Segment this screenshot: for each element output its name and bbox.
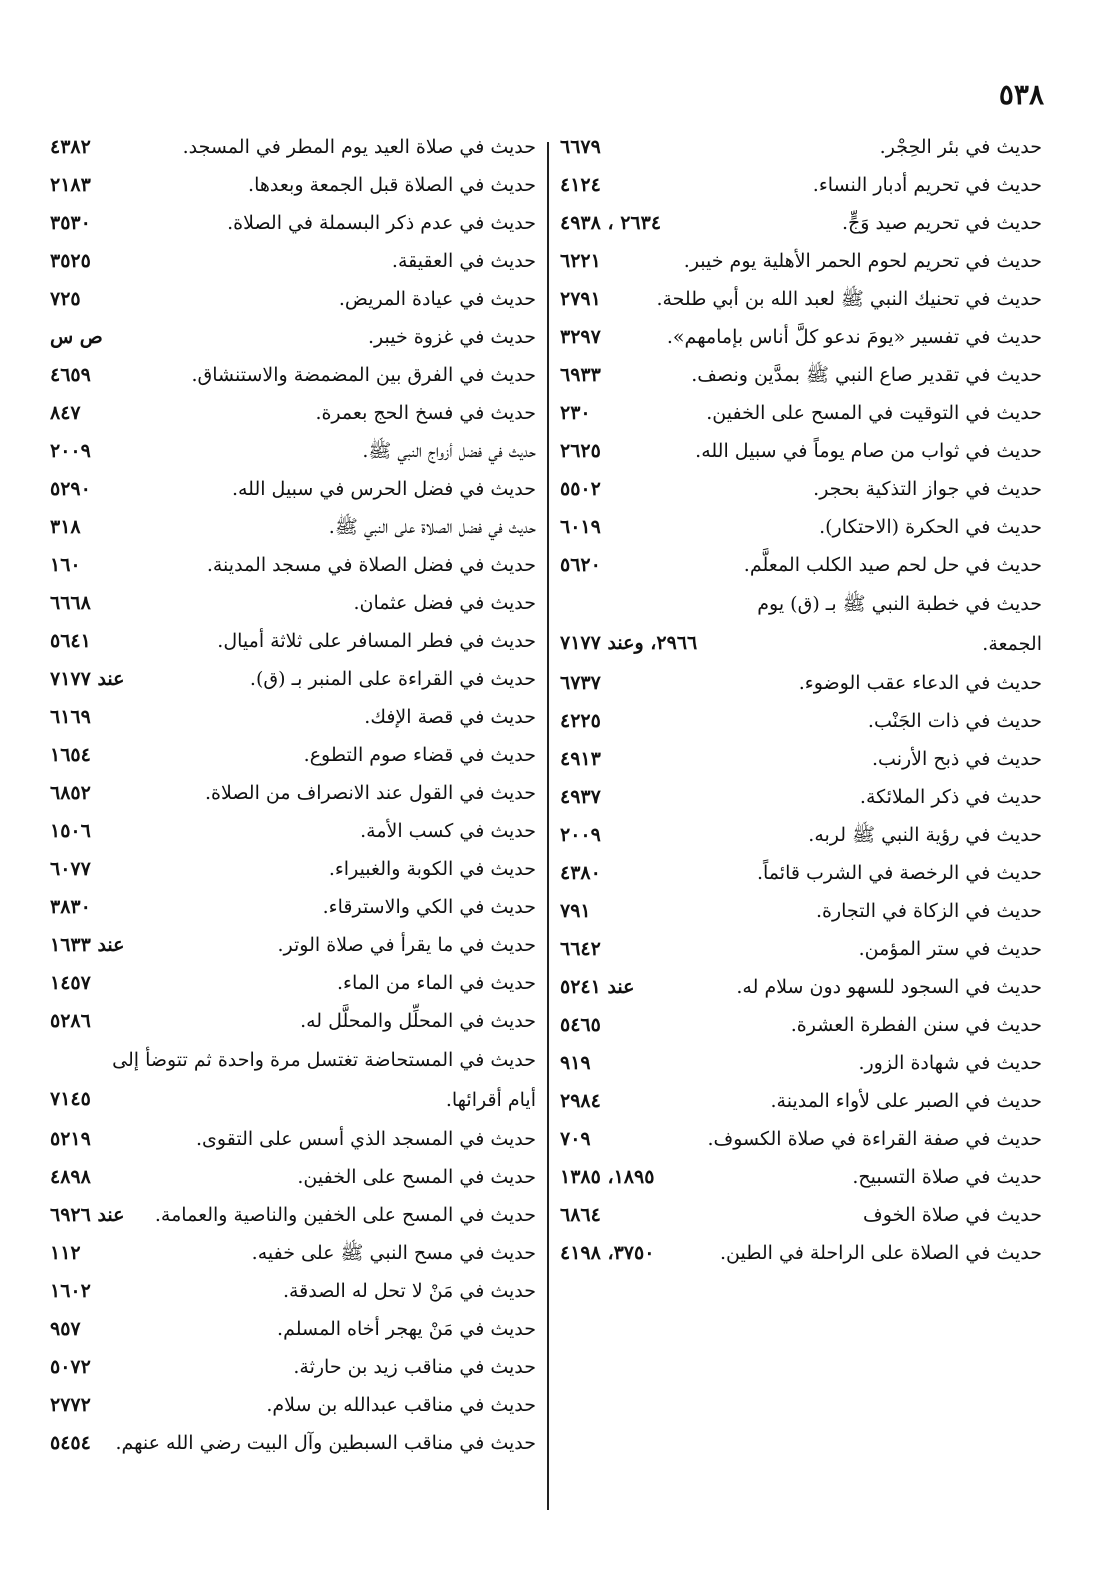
entry-text: حديث في سنن الفطرة العشرة.: [790, 1014, 1042, 1036]
index-entry: [50, 622, 536, 660]
entry-reference: ٧٩١: [560, 900, 591, 922]
index-entry: [560, 204, 1042, 242]
entry-reference: عند ٦٩٢٦: [50, 1204, 125, 1226]
entry-text: حديث في السجود للسهو دون سلام له.: [736, 976, 1042, 998]
index-entry: [560, 702, 1042, 740]
entry-reference: ٦٦٧٩: [560, 136, 601, 158]
entry-text: حديث في الصبر على لأواء المدينة.: [770, 1090, 1042, 1112]
entry-reference: ٣٥٣٠: [50, 212, 91, 234]
index-entry: [560, 816, 1042, 854]
index-column-right: [560, 128, 1042, 1272]
entry-reference: ٥٢١٩: [50, 1128, 91, 1150]
entry-text: حديث في ذبح الأرنب.: [872, 748, 1042, 770]
entry-text: حديث في مناقب عبدالله بن سلام.: [266, 1394, 536, 1416]
entry-text: حديث في غزوة خيبر.: [368, 326, 536, 348]
entry-reference: ٦٨٥٢: [50, 782, 91, 804]
entry-reference: ٤٨٩٨: [50, 1166, 91, 1188]
index-entry: [50, 850, 536, 888]
index-entry: [50, 128, 536, 166]
entry-text: حديث في عدم ذكر البسملة في الصلاة.: [227, 212, 536, 234]
index-entry: [560, 968, 1042, 1006]
index-entry: [50, 1196, 536, 1234]
entry-reference: عند ١٦٣٣: [50, 934, 125, 956]
entry-reference: ٥٦٢٠: [560, 554, 601, 576]
entry-text: حديث في المحلِّل والمحلَّل له.: [300, 1010, 536, 1032]
entry-reference: ٧١٤٥: [50, 1088, 91, 1110]
entry-text: حديث في مسح النبي ﷺ على خفيه.: [251, 1242, 536, 1264]
entry-reference: ٧٠٩: [560, 1128, 591, 1150]
entry-reference: ٤٦٥٩: [50, 364, 91, 386]
entry-text: حديث في العقيقة.: [391, 250, 536, 272]
entry-text: حديث في ذكر الملائكة.: [859, 786, 1042, 808]
index-entry: [50, 888, 536, 926]
entry-reference: ٤١٢٤: [560, 174, 601, 196]
entry-text: حديث في القراءة على المنبر بـ (ق).: [249, 668, 536, 690]
entry-text: حديث في فسخ الحج بعمرة.: [315, 402, 536, 424]
index-entry: [560, 128, 1042, 166]
entry-reference: ٢٩٨٤: [560, 1090, 601, 1112]
entry-reference: ٢١٨٣: [50, 174, 91, 196]
entry-reference: ٢٠٠٩: [50, 440, 91, 462]
entry-text: حديث في قصة الإفك.: [364, 706, 536, 728]
entry-text: حديث في مَنْ يهجر أخاه المسلم.: [277, 1318, 536, 1340]
entry-reference: ٢٣٠: [560, 402, 591, 424]
index-entry: [560, 166, 1042, 204]
index-entry: [560, 470, 1042, 508]
entry-text: حديث في المسح على الخفين والناصية والعمامة.: [154, 1204, 536, 1226]
entry-reference: ٥٢٨٦: [50, 1010, 91, 1032]
index-entry: [50, 584, 536, 622]
entry-text: حديث في فضل أزواج النبي ﷺ.: [362, 440, 536, 462]
entry-reference: ٣٢٩٧: [560, 326, 601, 348]
entry-reference: ٤٢٢٥: [560, 710, 601, 732]
entry-reference: ٣١٨: [50, 516, 81, 538]
index-entry: [560, 1196, 1042, 1234]
entry-text: حديث في ذات الجَنْب.: [867, 710, 1042, 732]
entry-reference: ٩١٩: [560, 1052, 591, 1074]
entry-text: حديث في ستر المؤمن.: [858, 938, 1042, 960]
index-entry: [560, 242, 1042, 280]
entry-text: حديث في الزكاة في التجارة.: [815, 900, 1042, 922]
entry-text: حديث في تقدير صاع النبي ﷺ بمدَّين ونصف.: [691, 364, 1042, 386]
index-entry: [50, 394, 536, 432]
index-entry: [50, 166, 536, 204]
entry-reference: ١٨٩٥، ١٣٨٥: [560, 1166, 655, 1188]
entry-text: حديث في فطر المسافر على ثلاثة أميال.: [217, 630, 536, 652]
index-entry: [560, 394, 1042, 432]
entry-reference: ٦٨٦٤: [560, 1204, 601, 1226]
index-entry: [50, 432, 536, 470]
entry-reference: ٦٠٧٧: [50, 858, 91, 880]
entry-text: حديث في حل لحم صيد الكلب المعلَّم.: [743, 554, 1042, 576]
index-entry: [50, 1234, 536, 1272]
index-entry: [50, 318, 536, 356]
index-column-left: [50, 128, 536, 1462]
index-entry: [50, 698, 536, 736]
entry-text: حديث في تحريم أدبار النساء.: [812, 174, 1042, 196]
entry-reference: ص س: [50, 326, 103, 348]
entry-reference: ١٦٠: [50, 554, 81, 576]
entry-reference: ٥٤٦٥: [560, 1014, 601, 1036]
entry-reference: ٩٥٧: [50, 1318, 81, 1340]
entry-text: حديث في صلاة الخوف: [863, 1204, 1042, 1226]
entry-text: حديث في الدعاء عقب الوضوء.: [798, 672, 1042, 694]
entry-reference: ١٤٥٧: [50, 972, 91, 994]
entry-text: حديث في القول عند الانصراف من الصلاة.: [204, 782, 536, 804]
index-entry: [50, 470, 536, 508]
entry-reference: ١٥٠٦: [50, 820, 91, 842]
entry-text: حديث في فضل الصلاة في مسجد المدينة.: [206, 554, 536, 576]
entry-text: حديث في الفرق بين المضمضة والاستنشاق.: [191, 364, 536, 386]
entry-reference: ١٦٥٤: [50, 744, 91, 766]
index-entry: [50, 280, 536, 318]
entry-reference: ٤٩١٣: [560, 748, 601, 770]
entry-reference: ٢٦٣٤ ، ٤٩٣٨: [560, 212, 662, 234]
entry-reference: ٥٦٤١: [50, 630, 91, 652]
entry-reference: ٤٩٣٧: [560, 786, 601, 808]
entry-reference: ٢٧٩١: [560, 288, 601, 310]
entry-text: حديث في الحكرة (الاحتكار).: [819, 516, 1042, 538]
entry-text: حديث في صفة القراءة في صلاة الكسوف.: [707, 1128, 1042, 1150]
entry-reference: ٥٢٩٠: [50, 478, 91, 500]
entry-text: حديث في جواز التذكية بحجر.: [813, 478, 1042, 500]
index-entry: [560, 1234, 1042, 1272]
index-entry: [560, 584, 1042, 664]
entry-text: حديث في بئر الحِجْر.: [879, 136, 1042, 158]
entry-text: حديث في تحنيك النبي ﷺ لعبد الله بن أبي طلحة.: [656, 288, 1042, 310]
index-entry: [50, 1310, 536, 1348]
entry-text: حديث في ما يقرأ في صلاة الوتر.: [277, 934, 536, 956]
entry-text: حديث في المستحاضة تغتسل مرة واحدة ثم تتوضأ إلى أيام أقرائها.: [112, 1049, 536, 1111]
entry-reference: ٢٧٧٢: [50, 1394, 91, 1416]
entry-reference: ٦٩٣٣: [560, 364, 601, 386]
entry-text: حديث في مناقب زيد بن حارثة.: [293, 1356, 536, 1378]
index-entry: [50, 1272, 536, 1310]
entry-text: حديث في الكوبة والغبيراء.: [328, 858, 536, 880]
index-entry: [560, 854, 1042, 892]
entry-reference: ٤٣٨٢: [50, 136, 91, 158]
index-entry: [560, 1120, 1042, 1158]
index-entry: [560, 740, 1042, 778]
index-entry: [50, 736, 536, 774]
index-entry: [560, 1082, 1042, 1120]
index-entry: [560, 280, 1042, 318]
index-entry: [560, 356, 1042, 394]
index-entry: [560, 1044, 1042, 1082]
entry-reference: ٥٥٠٢: [560, 478, 601, 500]
entry-reference: عند ٥٢٤١: [560, 976, 635, 998]
entry-text: حديث في الكي والاسترقاء.: [322, 896, 536, 918]
entry-reference: ٦٦٦٨: [50, 592, 91, 614]
entry-text: حديث في الصلاة على الراحلة في الطين.: [720, 1242, 1042, 1264]
index-entry: [560, 508, 1042, 546]
entry-reference: ٦٢٢١: [560, 250, 601, 272]
index-entry: [50, 926, 536, 964]
index-entry: [50, 1120, 536, 1158]
entry-text: حديث في المسجد الذي أسس على التقوى.: [196, 1128, 536, 1150]
index-entry: [50, 812, 536, 850]
entry-text: حديث في فضل الصلاة على النبي ﷺ.: [328, 516, 536, 538]
entry-text: حديث في رؤية النبي ﷺ لربه.: [808, 824, 1042, 846]
index-entry: [50, 964, 536, 1002]
entry-text: حديث في تحريم لحوم الحمر الأهلية يوم خيبر.: [683, 250, 1042, 272]
entry-reference: ٣٥٢٥: [50, 250, 91, 272]
entry-reference: ٢٦٢٥: [560, 440, 601, 462]
index-entry: [560, 432, 1042, 470]
entry-reference: ١٦٠٢: [50, 1280, 91, 1302]
index-entry: [50, 508, 536, 546]
index-entry: [560, 664, 1042, 702]
index-entry: [50, 356, 536, 394]
column-divider: [547, 142, 549, 1510]
entry-reference: ٤٣٨٠: [560, 862, 601, 884]
entry-text: حديث في صلاة العيد يوم المطر في المسجد.: [182, 136, 536, 158]
entry-reference: ٦١٦٩: [50, 706, 91, 728]
entry-reference: ٦٧٣٧: [560, 672, 601, 694]
index-entry: [560, 892, 1042, 930]
index-entry: [560, 1006, 1042, 1044]
page-number: ٥٣٨: [998, 78, 1044, 111]
entry-reference: ٨٤٧: [50, 402, 81, 424]
entry-text: حديث في الماء من الماء.: [337, 972, 536, 994]
entry-reference: ٣٨٣٠: [50, 896, 91, 918]
index-entry: [560, 930, 1042, 968]
entry-text: حديث في تحريم صيد وَجٍّ.: [841, 212, 1042, 234]
index-entry: [560, 1158, 1042, 1196]
entry-reference: ٥٠٧٢: [50, 1356, 91, 1378]
entry-text: حديث في الرخصة في الشرب قائماً.: [756, 862, 1042, 884]
entry-text: حديث في التوقيت في المسح على الخفين.: [706, 402, 1042, 424]
entry-text: حديث في ثواب من صام يوماً في سبيل الله.: [695, 440, 1042, 462]
entry-reference: ٦٦٤٢: [560, 938, 601, 960]
entry-reference: ٢٠٠٩: [560, 824, 601, 846]
entry-text: حديث في المسح على الخفين.: [297, 1166, 536, 1188]
entry-text: حديث في كسب الأمة.: [360, 820, 536, 842]
entry-text: حديث في صلاة التسبيح.: [852, 1166, 1042, 1188]
entry-text: حديث في مَنْ لا تحل له الصدقة.: [282, 1280, 536, 1302]
entry-reference: ٥٤٥٤: [50, 1432, 91, 1454]
index-entry: [50, 242, 536, 280]
index-entry: [50, 774, 536, 812]
entry-text: حديث في شهادة الزور.: [858, 1052, 1042, 1074]
entry-text: حديث في قضاء صوم التطوع.: [303, 744, 536, 766]
entry-reference: عند ٧١٧٧: [50, 668, 125, 690]
entry-reference: ٣٧٥٠، ٤١٩٨: [560, 1242, 655, 1264]
entry-reference: ٢٩٦٦، وعند ٧١٧٧: [560, 632, 698, 654]
index-entry: [50, 1386, 536, 1424]
entry-text: حديث في خطبة النبي ﷺ بـ (ق) يوم الجمعة.: [757, 593, 1042, 655]
index-entry: [50, 1002, 536, 1040]
index-entry: [560, 318, 1042, 356]
entry-text: حديث في فضل عثمان.: [353, 592, 536, 614]
index-entry: [560, 546, 1042, 584]
index-entry: [50, 660, 536, 698]
entry-text: حديث في تفسير «يومَ ندعو كلَّ أناس بإمامهم».: [666, 326, 1042, 348]
index-entry: [50, 204, 536, 242]
index-entry: [50, 1348, 536, 1386]
entry-reference: ٧٢٥: [50, 288, 81, 310]
entry-reference: ١١٢: [50, 1242, 81, 1264]
index-entry: [50, 546, 536, 584]
entry-text: حديث في فضل الحرس في سبيل الله.: [231, 478, 536, 500]
index-entry: [50, 1424, 536, 1462]
entry-text: حديث في مناقب السبطين وآل البيت رضي الله عنهم.: [115, 1432, 536, 1454]
index-entry: [50, 1040, 536, 1120]
entry-reference: ٦٠١٩: [560, 516, 601, 538]
index-entry: [50, 1158, 536, 1196]
index-entry: [560, 778, 1042, 816]
entry-text: حديث في عيادة المريض.: [338, 288, 536, 310]
entry-text: حديث في الصلاة قبل الجمعة وبعدها.: [248, 174, 536, 196]
